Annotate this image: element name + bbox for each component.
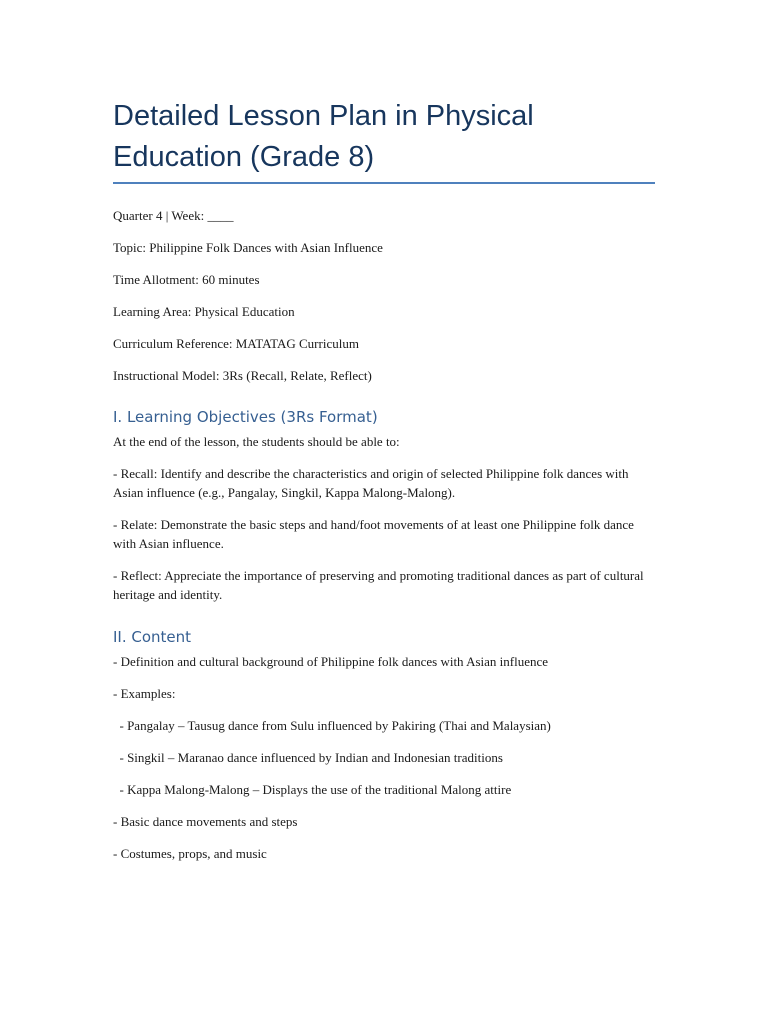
document-title: Detailed Lesson Plan in Physical Education (Grade 8) [113,96,655,184]
meta-quarter-week: Quarter 4 | Week: ____ [113,208,234,223]
content-item: - Definition and cultural background of Philippine folk dances with Asian influence [113,654,549,669]
meta-learning-area: Learning Area: Physical Education [113,304,295,319]
content-item: - Basic dance movements and steps [113,814,298,829]
section-learning-objectives [113,408,655,604]
meta-instructional-model: Instructional Model: 3Rs (Recall, Relate, Reflect) [113,368,372,383]
section-heading-objectives: I. Learning Objectives (3Rs Format) [113,408,378,426]
section-content [113,628,655,863]
meta-topic: Topic: Philippine Folk Dances with Asian Influence [113,240,383,255]
content-subitem: - Singkil – Maranao dance influenced by Indian and Indonesian traditions [113,750,503,765]
content-subitem: - Pangalay – Tausug dance from Sulu influenced by Pakiring (Thai and Malaysian) [113,718,551,733]
meta-time-allotment: Time Allotment: 60 minutes [113,272,260,287]
content-item: - Examples: [113,686,176,701]
document-page [113,96,655,876]
objective-recall: - Recall: Identify and describe the characteristics and origin of selected Philippine folk dances with Asian influence (e.g., Pangalay, Singkil, Kappa Malong-Malong). [113,466,629,500]
content-item: - Costumes, props, and music [113,846,267,861]
lesson-meta [113,206,655,385]
section-heading-content: II. Content [113,628,192,646]
meta-curriculum-reference: Curriculum Reference: MATATAG Curriculum [113,336,359,351]
objective-reflect: - Reflect: Appreciate the importance of preserving and promoting traditional dances as part of cultural heritage and identity. [113,568,644,602]
objectives-intro: At the end of the lesson, the students should be able to: [113,434,400,449]
objective-relate: - Relate: Demonstrate the basic steps and hand/foot movements of at least one Philippine folk dance with Asian influence. [113,517,634,551]
content-subitem: - Kappa Malong-Malong – Displays the use of the traditional Malong attire [113,782,512,797]
